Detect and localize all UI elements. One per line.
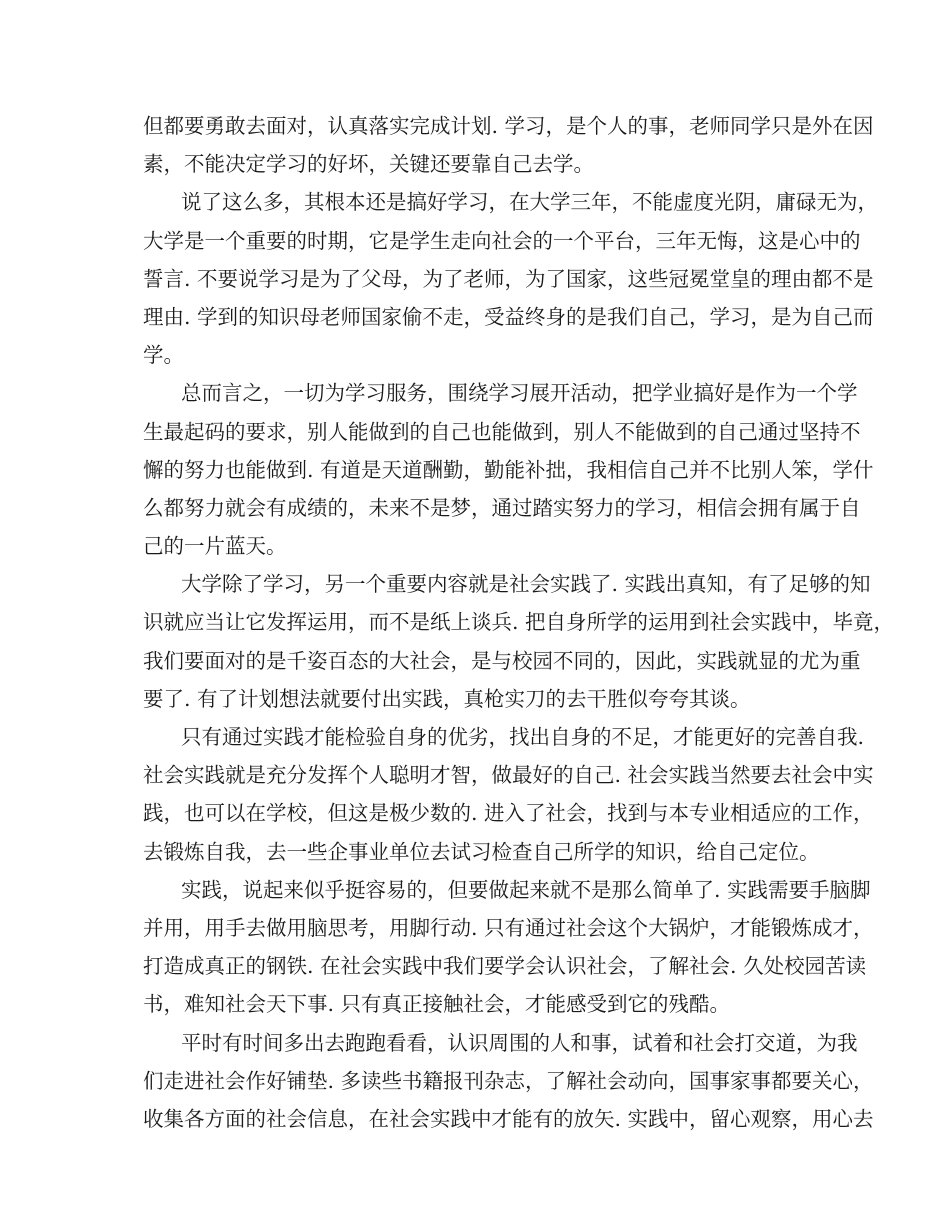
text-line: 己的一片蓝天。	[143, 534, 287, 559]
text-line: 学。	[143, 343, 184, 368]
text-line: 们走进社会作好铺垫. 多读些书籍报刊杂志，了解社会动向，国事家事都要关心，	[143, 1068, 874, 1093]
text-line: 大学是一个重要的时期，它是学生走向社会的一个平台，三年无悔，这是心中的	[143, 228, 861, 253]
paragraph	[143, 1024, 874, 1139]
text-line: 誓言. 不要说学习是为了父母，为了老师，为了国家，这些冠冕堂皇的理由都不是	[143, 266, 874, 291]
text-line: 素，不能决定学习的好坏，关键还要靠自己去学。	[143, 152, 594, 177]
paragraph	[143, 871, 874, 1024]
text-line: 只有通过实践才能检验自身的优劣，找出自身的不足，才能更好的完善自我.	[181, 725, 865, 749]
text-line: 识就应当让它发挥运用，而不是纸上谈兵. 把自身所学的运用到社会实践中，毕竟，	[143, 610, 895, 635]
document-body	[143, 107, 895, 1138]
paragraph	[143, 565, 895, 718]
paragraph	[143, 183, 878, 374]
text-line: 么都努力就会有成绩的，未来不是梦，通过踏实努力的学习，相信会拥有属于自	[143, 495, 861, 520]
text-line: 懈的努力也能做到. 有道是天道酬勤，勤能补拙，我相信自己并不比别人笨，学什	[143, 457, 874, 482]
text-line: 理由. 学到的知识母老师国家偷不走，受益终身的是我们自己，学习，是为自己而	[143, 304, 874, 329]
text-line: 但都要勇敢去面对，认真落实完成计划. 学习，是个人的事，老师同学只是外在因	[143, 114, 874, 138]
text-line: 要了. 有了计划想法就要付出实践，真枪实刀的去干胜似夸夸其谈。	[143, 686, 751, 711]
text-line: 实践，说起来似乎挺容易的，但要做起来就不是那么简单了. 实践需要手脑脚	[181, 877, 871, 902]
text-line: 打造成真正的钢铁. 在社会实践中我们要学会认识社会，了解社会. 久处校园苦读	[143, 954, 867, 979]
text-line: 践，也可以在学校，但这是极少数的. 进入了社会，找到与本专业相适应的工作，	[143, 801, 874, 826]
text-line: 社会实践就是充分发挥个人聪明才智，做最好的自己. 社会实践当然要去社会中实	[143, 763, 874, 788]
text-line: 我们要面对的是千姿百态的大社会，是与校园不同的，因此，实践就显的尤为重	[143, 648, 861, 673]
text-line: 收集各方面的社会信息，在社会实践中才能有的放矢. 实践中，留心观察，用心去	[143, 1106, 874, 1131]
text-line: 总而言之，一切为学习服务，围绕学习展开活动，把学业搞好是作为一个学	[181, 381, 858, 406]
paragraph	[143, 374, 874, 565]
text-line: 去锻炼自我，去一些企事业单位去试习检查自己所学的知识，给自己定位。	[143, 839, 820, 864]
text-line: 说了这么多，其根本还是搞好学习，在大学三年，不能虚度光阴，庸碌无为，	[181, 190, 878, 215]
text-line: 平时有时间多出去跑跑看看，认识周围的人和事，试着和社会打交道，为我	[181, 1030, 858, 1055]
text-line: 生最起码的要求，别人能做到的自己也能做到，别人不能做到的自己通过坚持不	[143, 419, 861, 444]
text-line: 书，难知社会天下事. 只有真正接触社会，才能感受到它的残酷。	[143, 992, 731, 1017]
text-line: 并用，用手去做用脑思考，用脚行动. 只有通过社会这个大锅炉，才能锻炼成才，	[143, 915, 874, 940]
paragraph	[143, 107, 874, 183]
paragraph	[143, 718, 874, 871]
text-line: 大学除了学习，另一个重要内容就是社会实践了. 实践出真知，有了足够的知	[181, 572, 871, 597]
